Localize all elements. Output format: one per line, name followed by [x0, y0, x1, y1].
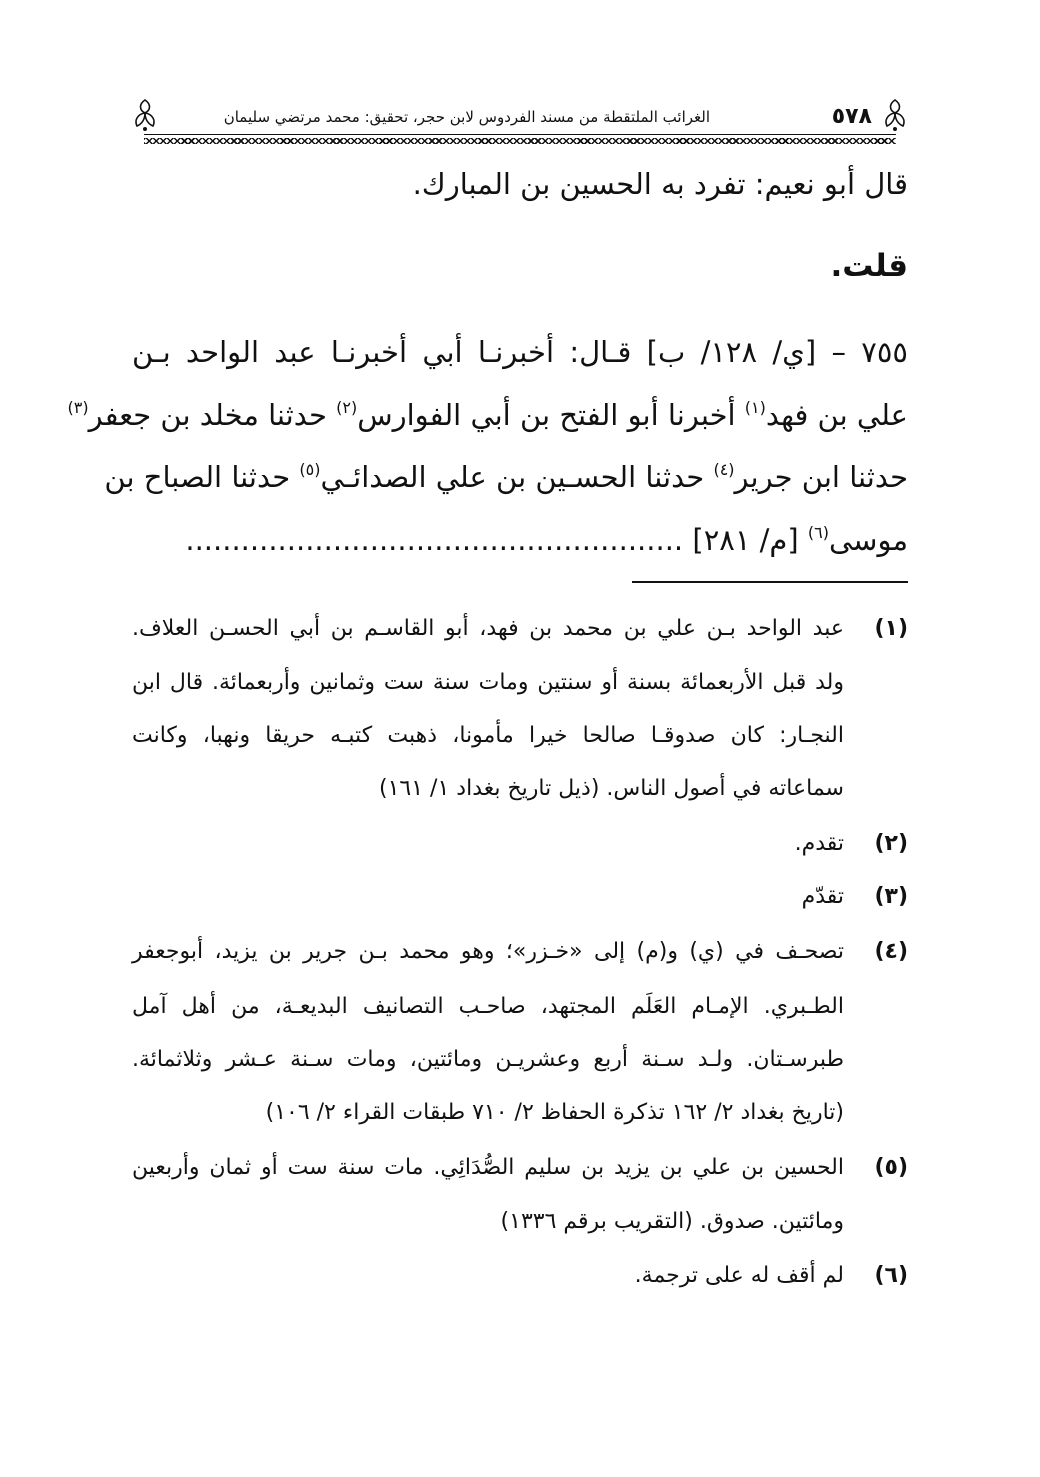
- text-segment: علي بن فهد: [765, 398, 908, 432]
- text-segment: أخبرنا أبو الفتح بن أبي الفوارس: [357, 398, 745, 432]
- footnote-line: تقدم.: [794, 831, 844, 856]
- hadith-line-1: ٧٥٥ – [ي/ ١٢٨/ ب] قـال: أخبرنـا أبي أخبرنـا عبد الواحد بـن: [132, 335, 908, 369]
- hadith-line-3: [104, 455, 908, 499]
- text-segment: حدثنا ابن جرير: [734, 460, 908, 494]
- footnote-line: (تاريخ بغداد ٢/ ١٦٢ تذكرة الحفاظ ٢/ ٧١٠ طبقات القراء ٢/ ١٠٦): [265, 1100, 844, 1125]
- footnote-number: (١): [874, 616, 908, 641]
- text-segment: حدثنا الحسـين بن علي الصدائـي: [320, 460, 714, 494]
- footnote-line: لم أقف له على ترجمة.: [634, 1263, 844, 1288]
- text-segment: موسى: [829, 523, 908, 557]
- footnote-number: (٣): [874, 884, 908, 909]
- footnote-line: ومائتين. صدوق. (التقريب برقم ١٣٣٦): [500, 1209, 844, 1234]
- text-line: قال أبو نعيم: تفرد به الحسين بن المبارك.: [412, 167, 908, 201]
- footnote-ref: (٦): [807, 523, 829, 542]
- footnote-ref: (٣): [67, 398, 89, 417]
- text-segment: [م/ ٢٨١] ......................................................: [185, 523, 808, 557]
- footnote-line: ولد قبل الأربعمائة بسنة أو سنتين ومات سنة ست وثمانين وأربعمائة. قال ابن: [132, 670, 844, 695]
- footnote-number: (٦): [874, 1263, 908, 1288]
- footnote-line: تقدّم: [801, 884, 844, 909]
- footnote-ref: (٥): [299, 460, 321, 479]
- running-header: [130, 92, 910, 152]
- hadith-line-2: [67, 393, 908, 437]
- floral-ornament-icon: [880, 98, 910, 132]
- footnote-line: سماعاته في أصول الناس. (ذيل تاريخ بغداد ١/ ١٦١): [379, 776, 844, 801]
- footnote-line: تصحـف في (ي) و(م) إلى «خـزر»؛ وهو محمد بـن جرير بن يزيد، أبوجعفر: [132, 939, 844, 964]
- footnote-line: عبد الواحد بـن علي بن محمد بن فهد، أبو القاسـم بن أبي الحسـن العلاف.: [132, 616, 844, 641]
- footnote-line: الطـبري. الإمـام العَلَم المجتهد، صاحـب التصانيف البديعـة، من أهل آمل: [132, 994, 844, 1019]
- header-rule: [144, 134, 896, 135]
- footnote-line: طبرسـتان. ولـد سـنة أربع وعشريـن ومائتين، ومات سـنة عـشر وثلاثمائة.: [132, 1047, 844, 1072]
- footnote-line: النجـار: كان صدوقـا صالحا خيرا مأمونا، ذهبت كتبـه حريقا ونهبا، وكانت: [132, 723, 844, 748]
- text-segment: حدثنا مخلد بن جعفر: [88, 398, 337, 432]
- footnote-ref: (١): [744, 398, 766, 417]
- floral-ornament-icon: [130, 98, 160, 132]
- hadith-line-4: [132, 518, 908, 562]
- footnote-number: (٥): [874, 1155, 908, 1180]
- text-segment: حدثنا الصباح بن: [104, 460, 300, 494]
- running-title: الغرائب الملتقطة من مسند الفردوس لابن حجر، تحقيق: محمد مرتضي سليمان: [223, 108, 710, 126]
- footnote-line: الحسين بن علي بن يزيد بن سليم الصُّدَائِي. مات سنة ست أو ثمان وأربعين: [132, 1155, 844, 1180]
- footnote-ref: (٢): [336, 398, 358, 417]
- section-heading: قلت.: [830, 248, 908, 284]
- footnote-separator: [632, 581, 908, 583]
- footnote-number: (٢): [874, 831, 908, 856]
- page-number: ٥٧٨: [831, 104, 872, 129]
- footnote-number: (٤): [874, 939, 908, 964]
- footnote-ref: (٤): [713, 460, 735, 479]
- header-braid-rule: [144, 138, 896, 144]
